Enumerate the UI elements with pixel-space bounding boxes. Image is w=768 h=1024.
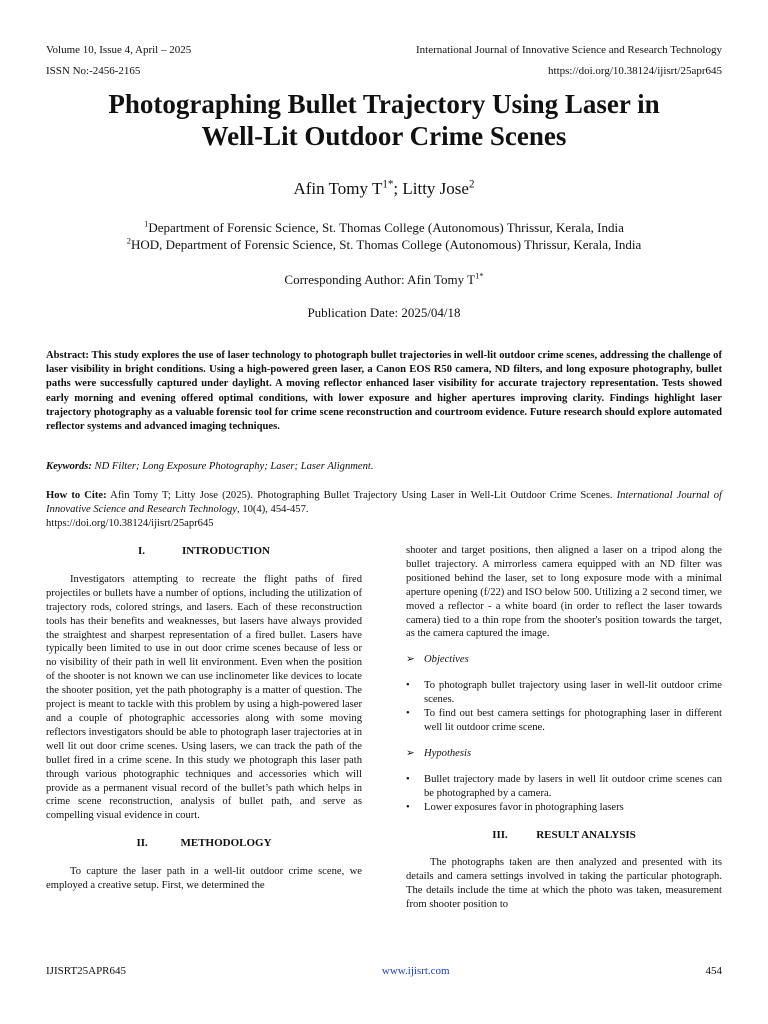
section-number: III.	[492, 828, 508, 841]
subheading-hypothesis	[406, 747, 722, 761]
section-number: I.	[137, 545, 146, 557]
author-separator: ;	[393, 179, 403, 198]
how-to-cite-text: Afin Tomy T; Litty Jose (2025). Photographing Bullet Trajectory Using Laser in Well-Lit Outdoor Crime Scenes.	[106, 490, 613, 501]
section-title: RESULT ANALYSIS	[536, 828, 636, 841]
subheading-text: Objectives	[424, 654, 469, 666]
list-item	[406, 773, 722, 801]
author-1-sup: 1*	[382, 178, 394, 191]
list-item-text: Lower exposures favor in photographing lasers	[424, 801, 624, 813]
affiliation-1-text: Department of Forensic Science, St. Thomas College (Autonomous) Thrissur, Kerala, India	[148, 220, 624, 235]
section-number: II.	[136, 837, 148, 850]
abstract: Abstract: This study explores the use of laser technology to photograph bullet trajectories in well-lit outdoor crime scenes, addressing the challenge of laser visibility in bright conditions. Using a high-powered green laser, a Canon EOS R50 camera, ND filters, and long exposure photography, bullet paths were successfully captured under daylight. A moving reflector enhanced laser visibility for accurate trajectory representation. Tests showed early morning and evening offered optimal conditions, with lower exposure and higher apertures improving clarity. Findings highlight laser trajectory photography as a valuable forensic tool for crime scene reconstruction and courtroom evidence. Future research should explore automated reflector systems and advanced imaging techniques.	[46, 350, 722, 433]
title-line-2: Well-Lit Outdoor Crime Scenes	[201, 121, 567, 151]
journal-name: International Journal of Innovative Science and Research Technology	[415, 44, 722, 56]
keywords-label: Keywords:	[46, 461, 92, 472]
corresponding-author	[40, 272, 728, 288]
affiliation-2-text: HOD, Department of Forensic Science, St. Thomas College (Autonomous) Thrissur, Kerala, India	[130, 237, 642, 252]
corresponding-author-text: Corresponding Author: Afin Tomy T	[284, 272, 476, 287]
how-to-cite-doi-link[interactable]: https://doi.org/10.38124/ijisrt/25apr645	[46, 518, 214, 530]
author-2: Litty Jose	[402, 179, 469, 198]
issn: ISSN No:-2456-2165	[46, 65, 141, 77]
hypothesis-list	[406, 773, 722, 815]
affiliation-1-sup: 1	[144, 218, 149, 229]
bullet-icon: •	[406, 708, 410, 720]
page-footer	[46, 965, 722, 977]
arrow-bullet-icon: ➢	[406, 654, 415, 666]
list-item	[406, 707, 722, 735]
methodology-paragraph-continued: shooter and target positions, then aligned a laser on a tripod along the bullet trajectory. A mirrorless camera equipped with an ND filter was positioned behind the laser, set to long exposure mode with a minimal aperture opening (f/22) and ISO below 500. Utilizing a 2 second timer, we moved a reflector - a white board (in order to reflect the laser towards camera) tied to a thin rope from the shooter's position towards the target, as the camera captured the image.	[406, 545, 722, 640]
section-heading-result-analysis	[406, 829, 722, 843]
section-heading-methodology	[46, 837, 362, 851]
page-number: 454	[705, 965, 722, 977]
affiliation-2	[40, 237, 728, 253]
publication-date: Publication Date: 2025/04/18	[307, 305, 461, 320]
affiliation-1	[40, 220, 728, 236]
paper-code: IJISRT25APR645	[46, 965, 127, 977]
introduction-paragraph: Investigators attempting to recreate the flight paths of fired projectiles or bullets have a number of options, including the utilization of trajectory rods, colored strings, and lasers. Each of these reconstruction tools has their benefits and weaknesses, but lasers have always provided the straightest and sharpest representation of a fired bullet. Lasers have typically been limited to use in out door crime scenes because of less or no visibility of their path in well lit environment. Even when the position of the shooter is not known we can use inclinometer like devices to locate the shooter position, yet the path photography is a matter of question. The project is meant to tackle with this problem by using a high-powered laser and a couple of photographic accessories along with some moving reflectors investigators should be able to photograph laser trajectories at in well lit out door crime scenes. Using lasers, we can track the path of the bullet fired in a crime scene. In this study we photograph this laser path through various photographic techniques and accessories which will provide as a permanent visual record of the bullet’s path which helps in crime scene reconstruction, analysis of bullet path, and serve as compelling visual evidence in court.	[46, 573, 362, 822]
bullet-icon: •	[406, 680, 410, 692]
left-column	[46, 545, 362, 893]
methodology-paragraph-start: To capture the laser path in a well-lit outdoor crime scene, we employed a creative setup. First, we determined the	[46, 866, 362, 892]
running-header-top	[46, 44, 722, 56]
list-item-text: Bullet trajectory made by lasers in well lit outdoor crime scenes can be photographed by a camera.	[424, 773, 722, 799]
section-title: INTRODUCTION	[181, 545, 270, 557]
keywords	[46, 461, 722, 472]
list-item	[406, 801, 722, 815]
arrow-bullet-icon: ➢	[406, 747, 415, 759]
corresponding-author-sup: 1*	[475, 270, 484, 281]
bullet-icon: •	[406, 801, 410, 813]
subheading-objectives	[406, 653, 722, 667]
objectives-list	[406, 679, 722, 735]
keywords-text: ND Filter; Long Exposure Photography; Laser; Laser Alignment.	[91, 461, 374, 472]
section-title: METHODOLOGY	[180, 837, 272, 850]
how-to-cite-volume: , 10(4), 454-457.	[237, 504, 309, 516]
website-link[interactable]: www.ijisrt.com	[381, 965, 450, 977]
how-to-cite-journal: International Journal of Innovative Science and Research Technology	[46, 490, 722, 516]
subheading-text: Hypothesis	[424, 747, 472, 759]
author-list	[40, 179, 728, 199]
section-heading-introduction	[46, 545, 362, 559]
header-doi-link[interactable]: https://doi.org/10.38124/ijisrt/25apr645	[548, 65, 722, 77]
bullet-icon: •	[406, 773, 410, 785]
how-to-cite-label: How to Cite:	[46, 490, 107, 501]
author-2-sup: 2	[468, 178, 475, 191]
right-column	[406, 544, 722, 912]
list-item-text: To photograph bullet trajectory using laser in well-lit outdoor crime scenes.	[424, 680, 722, 706]
result-analysis-paragraph: The photographs taken are then analyzed and presented with its details and camera settings involved in taking the particular photograph. The details include the time at which the photo was taken, measurement from shooter position to	[406, 857, 722, 911]
affiliation-2-sup: 2	[126, 235, 131, 246]
how-to-cite	[46, 489, 722, 532]
volume-info: Volume 10, Issue 4, April – 2025	[46, 44, 192, 56]
paper-title	[40, 88, 728, 152]
running-header-bottom	[46, 65, 722, 77]
title-line-1: Photographing Bullet Trajectory Using Laser in	[108, 89, 660, 119]
author-1: Afin Tomy T	[293, 179, 383, 198]
list-item-text: To find out best camera settings for photographing laser in different well lit outdoor crime scene.	[424, 708, 722, 733]
list-item	[406, 679, 722, 707]
